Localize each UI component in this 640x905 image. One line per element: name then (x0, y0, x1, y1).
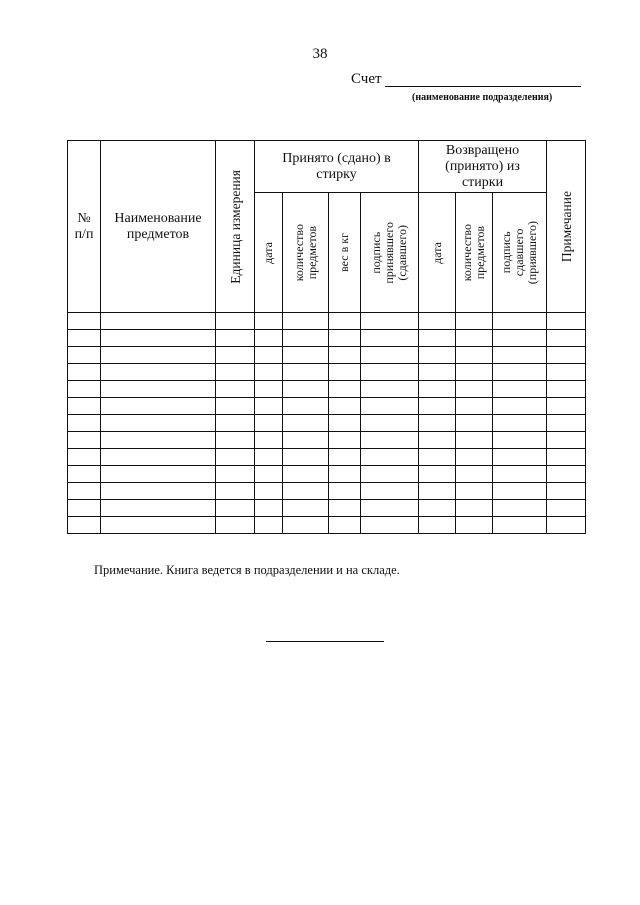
table-cell (456, 313, 493, 330)
table-cell (255, 330, 283, 347)
table-cell (493, 466, 547, 483)
table-cell (216, 517, 255, 534)
account-caption: (наименование подразделения) (412, 92, 553, 103)
table-cell (547, 483, 586, 500)
account-fill-line (385, 71, 581, 87)
header-note (547, 141, 586, 313)
table-cell (216, 500, 255, 517)
header-returned-date (419, 193, 456, 313)
table-cell (361, 415, 419, 432)
table-cell (456, 466, 493, 483)
header-note-label: Примечание (558, 190, 574, 263)
table-cell (419, 364, 456, 381)
table-cell (361, 466, 419, 483)
table-cell (255, 483, 283, 500)
table-cell (456, 432, 493, 449)
table-cell (493, 313, 547, 330)
header-received-signature (361, 193, 419, 313)
table-cell (283, 483, 329, 500)
header-group-returned-label: Возвращено (принято) из стирки (445, 142, 520, 190)
table-cell (329, 313, 361, 330)
table-cell (101, 313, 216, 330)
table-cell (283, 313, 329, 330)
table-cell (216, 313, 255, 330)
header-received-qty-label: количество предметов (291, 223, 319, 282)
table-cell (329, 449, 361, 466)
table-cell (419, 313, 456, 330)
header-received-date-label: дата (261, 241, 275, 264)
table-cell (283, 517, 329, 534)
table-cell (329, 466, 361, 483)
table-cell (493, 449, 547, 466)
table-cell (283, 347, 329, 364)
header-received-weight-label: вес в кг (337, 233, 351, 272)
table-cell (493, 330, 547, 347)
table-cell (493, 517, 547, 534)
header-returned-signature-label: подпись сдавшего (приявшего) (499, 220, 540, 285)
table-cell (68, 517, 101, 534)
table-row (68, 432, 586, 449)
table-cell (493, 500, 547, 517)
table-cell (216, 432, 255, 449)
table-cell (283, 449, 329, 466)
table-cell (493, 483, 547, 500)
table-cell (68, 398, 101, 415)
header-name-label: Наименование предметов (114, 210, 202, 242)
table-cell (68, 381, 101, 398)
table-cell (329, 415, 361, 432)
table-cell (101, 364, 216, 381)
table-cell (216, 364, 255, 381)
header-name (101, 141, 216, 313)
table-cell (101, 466, 216, 483)
table-cell (419, 415, 456, 432)
table-cell (547, 313, 586, 330)
table-cell (68, 500, 101, 517)
table-cell (493, 398, 547, 415)
table-cell (493, 432, 547, 449)
table-cell (101, 432, 216, 449)
table-row (68, 330, 586, 347)
table-cell (68, 330, 101, 347)
table-row (68, 313, 586, 330)
table-cell (493, 364, 547, 381)
table-cell (216, 483, 255, 500)
table-cell (419, 466, 456, 483)
footnote: Примечание. Книга ведется в подразделении и на складе. (94, 563, 400, 577)
table-cell (255, 517, 283, 534)
table-cell (101, 381, 216, 398)
header-unit-label: Единица измерения (227, 169, 243, 284)
ledger-body (68, 313, 586, 534)
table-row (68, 449, 586, 466)
account-label: Счет (351, 71, 382, 87)
table-cell (283, 398, 329, 415)
table-cell (216, 449, 255, 466)
header-group-returned (419, 141, 547, 193)
table-cell (493, 347, 547, 364)
table-cell (329, 330, 361, 347)
table-cell (456, 449, 493, 466)
table-cell (68, 449, 101, 466)
table-cell (255, 398, 283, 415)
table-cell (456, 398, 493, 415)
table-cell (283, 500, 329, 517)
table-cell (255, 381, 283, 398)
table-cell (547, 347, 586, 364)
table-cell (456, 483, 493, 500)
table-cell (419, 500, 456, 517)
table-cell (361, 398, 419, 415)
table-cell (456, 330, 493, 347)
table-cell (255, 415, 283, 432)
header-returned-signature (493, 193, 547, 313)
table-cell (361, 432, 419, 449)
header-received-date (255, 193, 283, 313)
table-cell (419, 517, 456, 534)
header-number-label: № п/п (74, 210, 94, 242)
table-cell (456, 415, 493, 432)
table-cell (547, 330, 586, 347)
table-cell (456, 364, 493, 381)
table-cell (329, 398, 361, 415)
table-cell (255, 432, 283, 449)
table-cell (68, 313, 101, 330)
table-cell (329, 500, 361, 517)
table-cell (101, 415, 216, 432)
table-cell (283, 381, 329, 398)
table-cell (216, 330, 255, 347)
table-cell (255, 500, 283, 517)
table-cell (456, 517, 493, 534)
table-cell (547, 432, 586, 449)
header-returned-qty-label: количество предметов (460, 223, 487, 282)
header-unit (216, 141, 255, 313)
table-cell (361, 347, 419, 364)
table-cell (547, 415, 586, 432)
header-returned-date-label: дата (429, 241, 444, 264)
table-cell (329, 517, 361, 534)
table-cell (68, 415, 101, 432)
table-cell (216, 415, 255, 432)
header-number (68, 141, 101, 313)
table-cell (216, 381, 255, 398)
table-row (68, 466, 586, 483)
table-cell (283, 415, 329, 432)
table-cell (255, 466, 283, 483)
end-rule (266, 641, 384, 642)
ledger-table (67, 140, 586, 534)
table-cell (361, 517, 419, 534)
table-cell (419, 398, 456, 415)
table-cell (419, 483, 456, 500)
table-cell (329, 381, 361, 398)
table-cell (101, 347, 216, 364)
table-cell (101, 500, 216, 517)
table-cell (547, 466, 586, 483)
table-cell (547, 398, 586, 415)
table-cell (255, 449, 283, 466)
table-row (68, 347, 586, 364)
header-received-qty (283, 193, 329, 313)
table-cell (493, 415, 547, 432)
table-row (68, 398, 586, 415)
table-cell (361, 330, 419, 347)
table-cell (255, 313, 283, 330)
table-cell (329, 432, 361, 449)
table-cell (329, 364, 361, 381)
table-cell (547, 500, 586, 517)
table-cell (101, 398, 216, 415)
table-cell (361, 381, 419, 398)
table-cell (361, 449, 419, 466)
table-cell (283, 432, 329, 449)
table-cell (216, 466, 255, 483)
header-received-signature-label: подпись принявшего (сдавшего) (369, 221, 409, 284)
table-cell (255, 347, 283, 364)
table-cell (493, 381, 547, 398)
table-cell (419, 449, 456, 466)
table-cell (419, 432, 456, 449)
table-cell (216, 398, 255, 415)
table-cell (547, 381, 586, 398)
table-cell (547, 364, 586, 381)
header-received-weight (329, 193, 361, 313)
table-row (68, 415, 586, 432)
table-row (68, 500, 586, 517)
header-group-received (255, 141, 419, 193)
table-row (68, 381, 586, 398)
account-line-block (351, 71, 581, 87)
header-returned-qty (456, 193, 493, 313)
table-cell (361, 483, 419, 500)
table-row (68, 483, 586, 500)
table-cell (419, 330, 456, 347)
table-cell (68, 364, 101, 381)
table-cell (456, 500, 493, 517)
table-cell (68, 347, 101, 364)
table-cell (361, 313, 419, 330)
table-cell (361, 500, 419, 517)
table-cell (329, 347, 361, 364)
table-cell (456, 347, 493, 364)
table-cell (547, 449, 586, 466)
table-cell (419, 381, 456, 398)
table-cell (419, 347, 456, 364)
table-cell (68, 466, 101, 483)
table-row (68, 364, 586, 381)
table-cell (101, 330, 216, 347)
table-cell (68, 432, 101, 449)
table-cell (283, 364, 329, 381)
table-cell (101, 517, 216, 534)
page-number: 38 (312, 46, 328, 62)
table-row (68, 517, 586, 534)
table-cell (283, 466, 329, 483)
table-cell (101, 483, 216, 500)
table-cell (547, 517, 586, 534)
table-cell (329, 483, 361, 500)
table-cell (101, 449, 216, 466)
header-group-received-label: Принято (сдано) в стирку (282, 150, 391, 182)
table-cell (68, 483, 101, 500)
table-cell (361, 364, 419, 381)
table-cell (255, 364, 283, 381)
table-cell (216, 347, 255, 364)
table-cell (283, 330, 329, 347)
table-cell (456, 381, 493, 398)
